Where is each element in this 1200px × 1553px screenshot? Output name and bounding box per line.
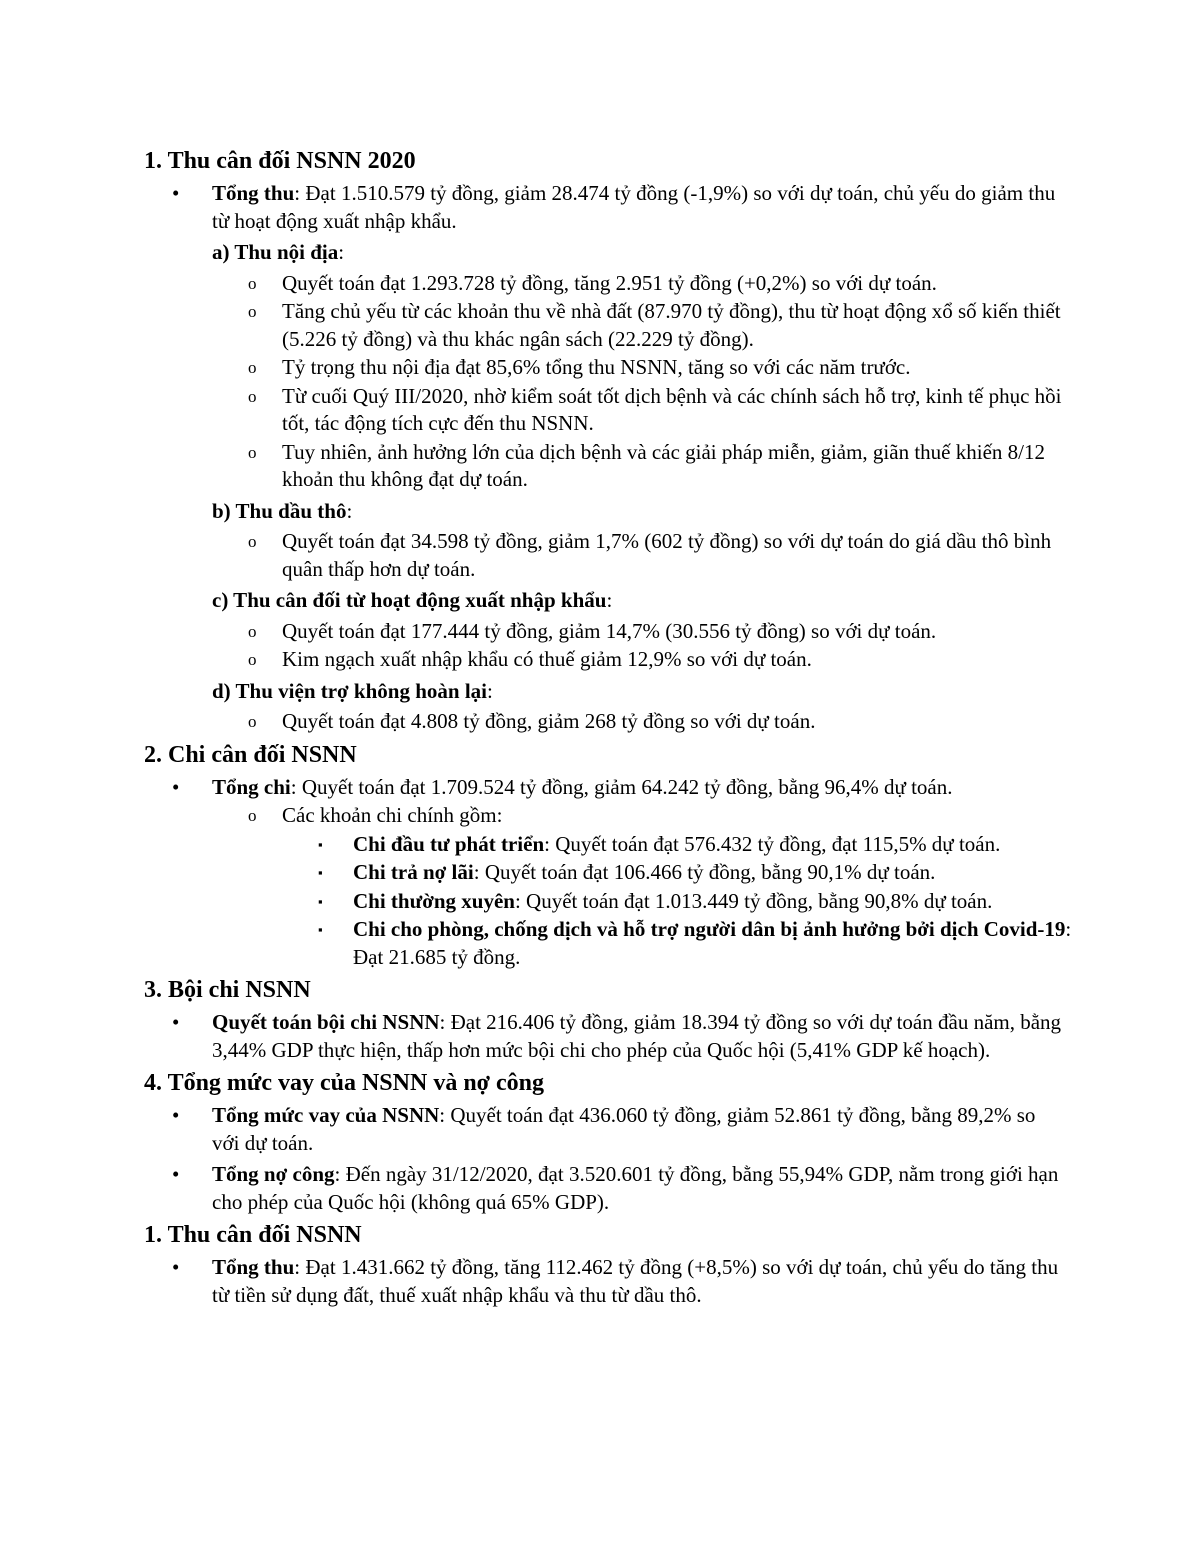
expense-item bbox=[144, 859, 1073, 887]
circle-marker: o bbox=[248, 712, 257, 731]
total-expenditure-label: Tổng chi bbox=[212, 774, 291, 799]
list-item-text: Kim ngạch xuất nhập khẩu có thuế giảm 12,9% so với dự toán. bbox=[282, 647, 812, 671]
bullet-marker: • bbox=[172, 1162, 180, 1186]
circle-marker: o bbox=[248, 806, 257, 825]
square-marker: ▪ bbox=[318, 865, 323, 880]
list-item bbox=[144, 439, 1064, 494]
colon: : bbox=[338, 240, 345, 264]
square-marker: ▪ bbox=[318, 836, 323, 852]
bullet-marker: • bbox=[172, 1255, 180, 1279]
total-expenditure-text: : Quyết toán đạt 1.709.524 tỷ đồng, giảm 64.242 tỷ đồng, bằng 96,4% dự toán. bbox=[290, 774, 953, 799]
subheading-d-label: d) Thu viện trợ không hoàn lại bbox=[212, 678, 487, 703]
section-2-heading: 2. Chi cân đối NSNN bbox=[144, 741, 357, 768]
list-item-text: Các khoản chi chính gồm: bbox=[282, 803, 503, 827]
subheading-c-label: c) Thu cân đối từ hoạt động xuất nhập khẩu bbox=[212, 588, 607, 612]
subheading-c bbox=[212, 587, 1064, 615]
circle-marker: o bbox=[248, 532, 257, 551]
subheading-b-label: b) Thu dầu thô bbox=[212, 498, 347, 523]
public-debt-text: : Đến ngày 31/12/2020, đạt 3.520.601 tỷ đồng, bằng 55,94% GDP, nằm trong giới hạn cho phép của Quốc hội (không quá 65% GDP). bbox=[212, 1162, 1059, 1214]
expense-item bbox=[144, 916, 1073, 971]
colon: : bbox=[606, 588, 613, 612]
expense-item-text: : Quyết toán đạt 576.432 tỷ đồng, đạt 115,5% dự toán. bbox=[544, 831, 1001, 856]
section-4-heading: 4. Tổng mức vay của NSNN và nợ công bbox=[144, 1070, 544, 1096]
section-3-heading: 3. Bội chi NSNN bbox=[144, 977, 311, 1003]
colon: : bbox=[346, 498, 353, 523]
expense-item bbox=[144, 831, 1073, 859]
bullet-marker: • bbox=[172, 774, 180, 799]
subheading-d bbox=[212, 678, 1064, 706]
circle-marker: o bbox=[248, 621, 257, 641]
list-item bbox=[144, 618, 1064, 646]
list-item bbox=[144, 646, 1064, 674]
total-revenue-label-2: Tổng thu bbox=[212, 1255, 295, 1279]
expense-item-label: Chi thường xuyên bbox=[353, 888, 515, 913]
deficit-label: Quyết toán bội chi NSNN bbox=[212, 1010, 440, 1034]
square-marker: ▪ bbox=[318, 922, 323, 937]
total-revenue-text-2: : Đạt 1.431.662 tỷ đồng, tăng 112.462 tỷ đồng (+8,5%) so với dự toán, chủ yếu do tăng thu từ tiền sử dụng đất, thuế xuất nhập khẩu và thu từ dầu thô. bbox=[212, 1255, 1059, 1307]
borrowing-text: : Quyết toán đạt 436.060 tỷ đồng, giảm 52.861 tỷ đồng, bằng 89,2% so với dự toán. bbox=[212, 1103, 1036, 1155]
borrowing-item bbox=[144, 1102, 1064, 1157]
expense-item-text: : Đạt 21.685 tỷ đồng. bbox=[353, 917, 1072, 969]
expense-item bbox=[144, 888, 1073, 916]
circle-marker: o bbox=[248, 650, 257, 669]
circle-marker: o bbox=[248, 273, 257, 293]
list-item bbox=[144, 383, 1064, 438]
square-marker: ▪ bbox=[318, 893, 323, 909]
list-item bbox=[144, 708, 1064, 736]
subheading-a bbox=[212, 239, 1064, 267]
borrowing-label: Tổng mức vay của NSNN bbox=[212, 1103, 440, 1127]
list-item bbox=[144, 528, 1064, 583]
list-item bbox=[144, 354, 1064, 382]
expense-item-label: Chi cho phòng, chống dịch và hỗ trợ người dân bị ảnh hưởng bởi dịch Covid-19 bbox=[353, 917, 1066, 941]
section-5-heading: 1. Thu cân đối NSNN bbox=[144, 1222, 362, 1248]
bullet-marker: • bbox=[172, 1103, 180, 1127]
list-item bbox=[144, 802, 1064, 830]
expense-item-text: : Quyết toán đạt 1.013.449 tỷ đồng, bằng 90,8% dự toán. bbox=[514, 888, 993, 913]
total-expenditure-item bbox=[144, 774, 1064, 802]
total-revenue-item-2 bbox=[144, 1254, 1064, 1309]
expense-item-label: Chi trả nợ lãi bbox=[353, 860, 474, 884]
circle-marker: o bbox=[248, 302, 257, 321]
circle-marker: o bbox=[248, 358, 257, 377]
list-item-text: Quyết toán đạt 1.293.728 tỷ đồng, tăng 2.951 tỷ đồng (+0,2%) so với dự toán. bbox=[282, 270, 937, 295]
total-revenue-text: : Đạt 1.510.579 tỷ đồng, giảm 28.474 tỷ đồng (-1,9%) so với dự toán, chủ yếu do giảm thu từ hoạt động xuất nhập khẩu. bbox=[212, 181, 1056, 233]
deficit-item bbox=[144, 1009, 1064, 1064]
subheading-b bbox=[212, 498, 1064, 526]
expense-item-text: : Quyết toán đạt 106.466 tỷ đồng, bằng 90,1% dự toán. bbox=[473, 860, 936, 884]
colon: : bbox=[487, 678, 493, 703]
expense-item-label: Chi đầu tư phát triển bbox=[353, 831, 545, 856]
list-item-text: Quyết toán đạt 177.444 tỷ đồng, giảm 14,7% (30.556 tỷ đồng) so với dự toán. bbox=[282, 618, 937, 643]
list-item bbox=[144, 270, 1064, 298]
deficit-text: : Đạt 216.406 tỷ đồng, giảm 18.394 tỷ đồng so với dự toán đầu năm, bằng 3,44% GDP thực hiện, thấp hơn mức bội chi cho phép của Quốc hội (5,41% GDP kế hoạch). bbox=[212, 1010, 1062, 1062]
bullet-marker: • bbox=[172, 1010, 180, 1034]
list-item-text: Tăng chủ yếu từ các khoản thu về nhà đất (87.970 tỷ đồng), thu từ hoạt động xổ số kiến thiết (5.226 tỷ đồng) và thu khác ngân sách (22.229 tỷ đồng). bbox=[282, 299, 1061, 351]
list-item-text: Tuy nhiên, ảnh hưởng lớn của dịch bệnh và các giải pháp miễn, giảm, giãn thuế khiến 8/12 khoản thu không đạt dự toán. bbox=[282, 439, 1045, 491]
public-debt-label: Tổng nợ công bbox=[212, 1162, 335, 1186]
list-item-text: Từ cuối Quý III/2020, nhờ kiểm soát tốt dịch bệnh và các chính sách hỗ trợ, kinh tế phục hồi tốt, tác động tích cực đến thu NSNN. bbox=[282, 383, 1062, 435]
list-item-text: Quyết toán đạt 34.598 tỷ đồng, giảm 1,7% (602 tỷ đồng) so với dự toán do giá dầu thô bình quân thấp hơn dự toán. bbox=[282, 529, 1052, 581]
circle-marker: o bbox=[248, 442, 257, 462]
list-item-text: Quyết toán đạt 4.808 tỷ đồng, giảm 268 tỷ đồng so với dự toán. bbox=[282, 709, 816, 733]
document-page bbox=[144, 146, 1072, 1309]
total-revenue-label: Tổng thu bbox=[212, 181, 295, 205]
total-revenue-item bbox=[144, 180, 1064, 235]
list-item-text: Tỷ trọng thu nội địa đạt 85,6% tổng thu NSNN, tăng so với các năm trước. bbox=[282, 355, 911, 379]
subheading-a-label: a) Thu nội địa bbox=[212, 240, 339, 264]
circle-marker: o bbox=[248, 386, 257, 406]
list-item bbox=[144, 298, 1064, 353]
bullet-marker: • bbox=[172, 181, 180, 205]
section-1-heading: 1. Thu cân đối NSNN 2020 bbox=[144, 148, 416, 174]
public-debt-item bbox=[144, 1161, 1064, 1216]
